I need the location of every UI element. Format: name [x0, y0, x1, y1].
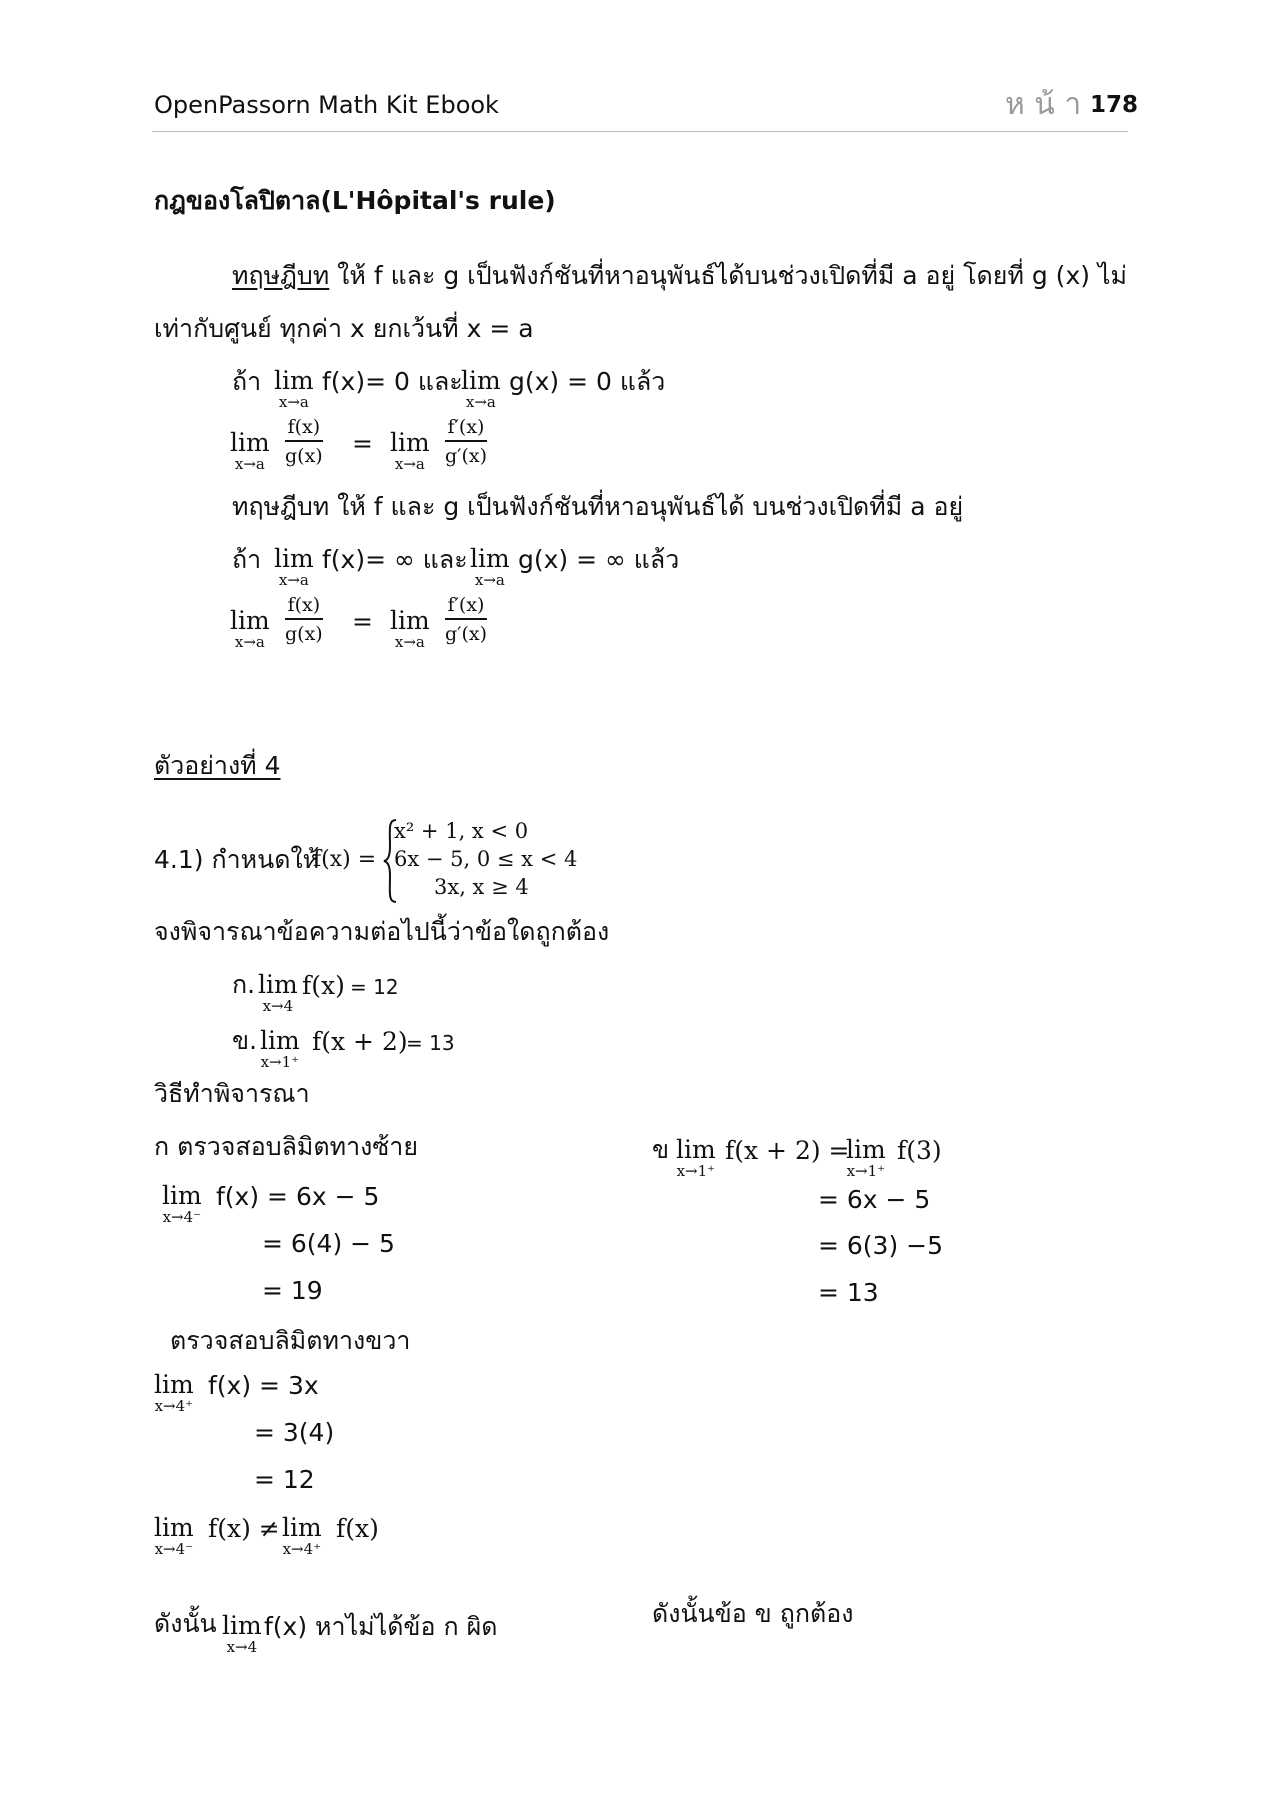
lim-sub: x→a [394, 633, 425, 651]
denominator: g(x) [285, 445, 323, 467]
numerator: f′(x) [445, 594, 487, 620]
theorem1-fx-eq: f(x)= 0 และ [322, 367, 463, 396]
lim-sub: x→a [278, 571, 309, 589]
conclusion-right: ดังนั้นข้อ ข ถูกต้อง [652, 1599, 854, 1628]
theorem1-lim-f [274, 368, 314, 410]
piece-2: 6x − 5, 0 ≤ x < 4 [394, 847, 578, 871]
option-b-value: = 13 [406, 1031, 455, 1055]
theorem2-if: ถ้า [232, 545, 262, 574]
equals-sign: = [352, 607, 373, 636]
header-divider [152, 131, 1128, 132]
lim-word: lim [230, 428, 270, 457]
page-label: ห น้ า [1005, 87, 1082, 122]
piece-1: x² + 1, x < 0 [394, 819, 529, 843]
neq-left-limit [154, 1515, 194, 1557]
question-text: จงพิจารณาข้อความต่อไปนี้ว่าข้อใดถูกต้อง [154, 917, 610, 946]
lim-sub: x→4⁺ [154, 1397, 194, 1415]
lim-sub: x→a [278, 393, 309, 411]
book-title: OpenPassorn Math Kit Ebook [154, 91, 499, 119]
right-label: ข [652, 1135, 670, 1164]
option-b-fx: f(x + 2) [312, 1027, 408, 1056]
method-heading: วิธีทำพิจารณา [154, 1079, 310, 1108]
left-limit [162, 1183, 202, 1225]
option-a-lim [258, 972, 298, 1014]
lim-sub: x→4⁻ [162, 1208, 202, 1226]
right-line-1: = 6x − 5 [818, 1185, 931, 1214]
theorem1-if: ถ้า [232, 367, 262, 396]
lim-sub: x→4⁻ [154, 1540, 194, 1558]
right-f3: f(3) [897, 1136, 942, 1165]
neq-left-fx: f(x) ≠ [208, 1514, 280, 1543]
option-a-fx: f(x) [302, 971, 345, 1000]
lim-word: lim [282, 1513, 322, 1542]
lim-word: lim [154, 1513, 194, 1542]
option-b-label: ข. [232, 1026, 258, 1055]
left-line-1: f(x) = 6x − 5 [216, 1182, 380, 1211]
neq-right-fx: f(x) [336, 1514, 379, 1543]
equals-sign: = [352, 429, 373, 458]
theorem1-formula-lim-left [230, 430, 270, 472]
conclusion-left-post: f(x) หาไม่ได้ข้อ ก ผิด [264, 1612, 498, 1641]
lim-word: lim [260, 1026, 300, 1055]
lim-sub: x→a [234, 633, 265, 651]
lim-sub: x→a [234, 455, 265, 473]
lim-word: lim [470, 544, 510, 573]
theorem1-line1 [232, 262, 1127, 290]
lim-sub: x→4 [262, 997, 294, 1015]
theorem1-text1: ให้ f และ g เป็นฟังก์ชันที่หาอนุพันธ์ได้บนช่วงเปิดที่มี a อยู่ โดยที่ g (x) ไม่ [329, 261, 1127, 290]
lim-sub: x→1⁺ [676, 1162, 716, 1180]
lim-sub: x→a [394, 455, 425, 473]
right-limit [154, 1372, 194, 1414]
lim-sub: x→1⁺ [846, 1162, 886, 1180]
theorem-label: ทฤษฎีบท [232, 261, 330, 290]
right-line-3: = 13 [818, 1278, 879, 1307]
right-lim-1 [676, 1137, 716, 1179]
lim-word: lim [390, 428, 430, 457]
theorem2-formula-lim-left [230, 608, 270, 650]
theorem2-gx-eq: g(x) = ∞ แล้ว [518, 545, 680, 574]
numerator: f(x) [285, 416, 323, 442]
left-line-3: = 19 [262, 1276, 323, 1305]
theorem2-text: ทฤษฎีบท ให้ f และ g เป็นฟังก์ชันที่หาอนุพันธ์ได้ บนช่วงเปิดที่มี a อยู่ [232, 492, 964, 521]
denominator: g′(x) [445, 445, 488, 467]
lim-word: lim [230, 606, 270, 635]
numerator: f′(x) [445, 416, 487, 442]
lim-word: lim [162, 1181, 202, 1210]
page-number: 178 [1090, 92, 1139, 118]
lim-word: lim [676, 1135, 716, 1164]
neq-right-limit [282, 1515, 322, 1557]
left-line-4: f(x) = 3x [208, 1371, 319, 1400]
lim-sub: x→4⁺ [282, 1540, 322, 1558]
lim-word: lim [222, 1611, 262, 1640]
option-b-lim [260, 1028, 300, 1070]
theorem2-fx-eq: f(x)= ∞ และ [322, 545, 468, 574]
numerator: f(x) [285, 594, 323, 620]
lim-word: lim [846, 1135, 886, 1164]
lim-sub: x→4 [226, 1638, 258, 1656]
piece-3: 3x, x ≥ 4 [434, 875, 529, 899]
option-a-value: = 12 [350, 975, 399, 999]
conclusion-left-pre: ดังนั้น [154, 1609, 217, 1638]
conclusion-left-limit [222, 1613, 262, 1655]
lim-sub: x→1⁺ [260, 1053, 300, 1071]
theorem1-gx-eq: g(x) = 0 แล้ว [509, 367, 666, 396]
theorem1-line2: เท่ากับศูนย์ ทุกค่า x ยกเว้นที่ x = a [154, 314, 534, 343]
theorem2-frac-left [285, 594, 323, 645]
check-right-heading: ตรวจสอบลิมิตทางขวา [170, 1326, 411, 1355]
theorem1-formula-lim-right [390, 430, 430, 472]
theorem1-frac-right [445, 416, 487, 467]
lim-word: lim [154, 1370, 194, 1399]
piecewise-fx: f(x) = [313, 847, 377, 872]
lim-word: lim [258, 970, 298, 999]
lim-sub: x→a [474, 571, 505, 589]
theorem2-frac-right [445, 594, 487, 645]
left-line-5: = 3(4) [254, 1418, 335, 1447]
theorem2-lim-f [274, 546, 314, 588]
right-line-2: = 6(3) −5 [818, 1231, 944, 1260]
left-line-2: = 6(4) − 5 [262, 1229, 395, 1258]
lim-word: lim [390, 606, 430, 635]
denominator: g(x) [285, 623, 323, 645]
problem-prefix: 4.1) กำหนดให้ [154, 845, 320, 874]
lim-word: lim [461, 366, 501, 395]
section-title: กฎของโลปิตาล(L'Hôpital's rule) [154, 186, 556, 215]
lim-sub: x→a [465, 393, 496, 411]
lim-word: lim [274, 366, 314, 395]
lim-word: lim [274, 544, 314, 573]
theorem2-formula-lim-right [390, 608, 430, 650]
example-heading: ตัวอย่างที่ 4 [154, 751, 281, 780]
theorem1-lim-g [461, 368, 501, 410]
right-lim-2 [846, 1137, 886, 1179]
denominator: g′(x) [445, 623, 488, 645]
right-fx: f(x + 2) = [725, 1136, 850, 1165]
left-line-6: = 12 [254, 1465, 315, 1494]
theorem1-frac-left [285, 416, 323, 467]
theorem2-lim-g [470, 546, 510, 588]
option-a-label: ก. [232, 970, 256, 999]
check-left-heading: ก ตรวจสอบลิมิตทางซ้าย [154, 1132, 418, 1161]
